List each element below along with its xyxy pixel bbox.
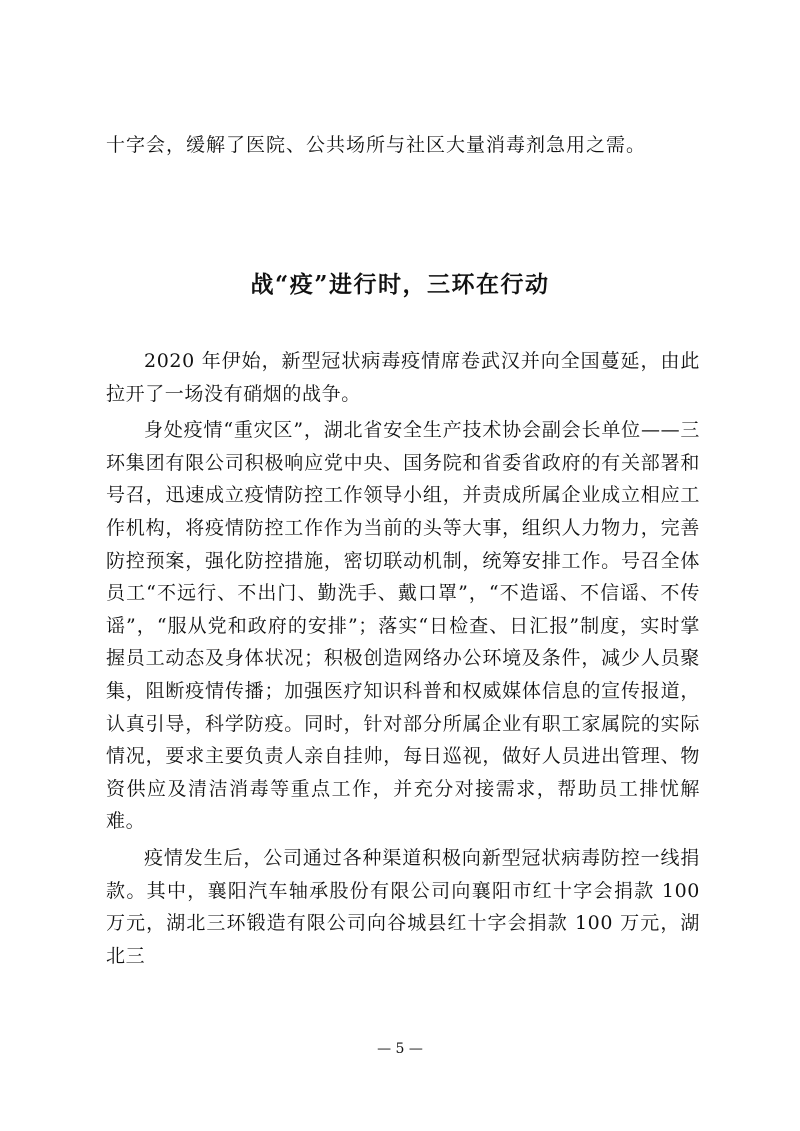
paragraph: 疫情发生后，公司通过各种渠道积极向新型冠状病毒防控一线捐款。其中，襄阳汽车轴承股份有限公司向襄阳市红十字会捐款 100 万元，湖北三环锻造有限公司向谷城县红十字会捐款 100 万元，湖北三: [106, 846, 700, 967]
article-body: [106, 345, 700, 976]
continuation-text: 十字会，缓解了医院、公共场所与社区大量消毒剂急用之需。: [106, 134, 647, 156]
paragraph: 身处疫情“重灾区”，湖北省安全生产技术协会副会长单位——三环集团有限公司积极响应党中央、国务院和省委省政府的有关部署和号召，迅速成立疫情防控工作领导小组，并责成所属企业成立相应工作机构，将疫情防控工作作为当前的头等大事，组织人力物力，完善防控预案，强化防控措施，密切联动机制，统筹安排工作。号召全体员工“不远行、不出门、勤洗手、戴口罩”，“不造谣、不信谣、不传谣”，“服从党和政府的安排”；落实“日检查、日汇报”制度，实时掌握员工动态及身体状况；积极创造网络办公环境及条件，减少人员聚集，阻断疫情传播；加强医疗知识科普和权威媒体信息的宣传报道，认真引导，科学防疫。同时，针对部分所属企业有职工家属院的实际情况，要求主要负责人亲自挂帅，每日巡视，做好人员进出管理、物资供应及清洁消毒等重点工作，并充分对接需求，帮助员工排忧解难。: [106, 419, 700, 833]
page-number: — 5 —: [377, 1041, 423, 1057]
section-title: 战“疫”进行时，三环在行动: [250, 271, 550, 298]
paragraph: 2020 年伊始，新型冠状病毒疫情席卷武汉并向全国蔓延，由此拉开了一场没有硝烟的战争。: [106, 350, 700, 405]
